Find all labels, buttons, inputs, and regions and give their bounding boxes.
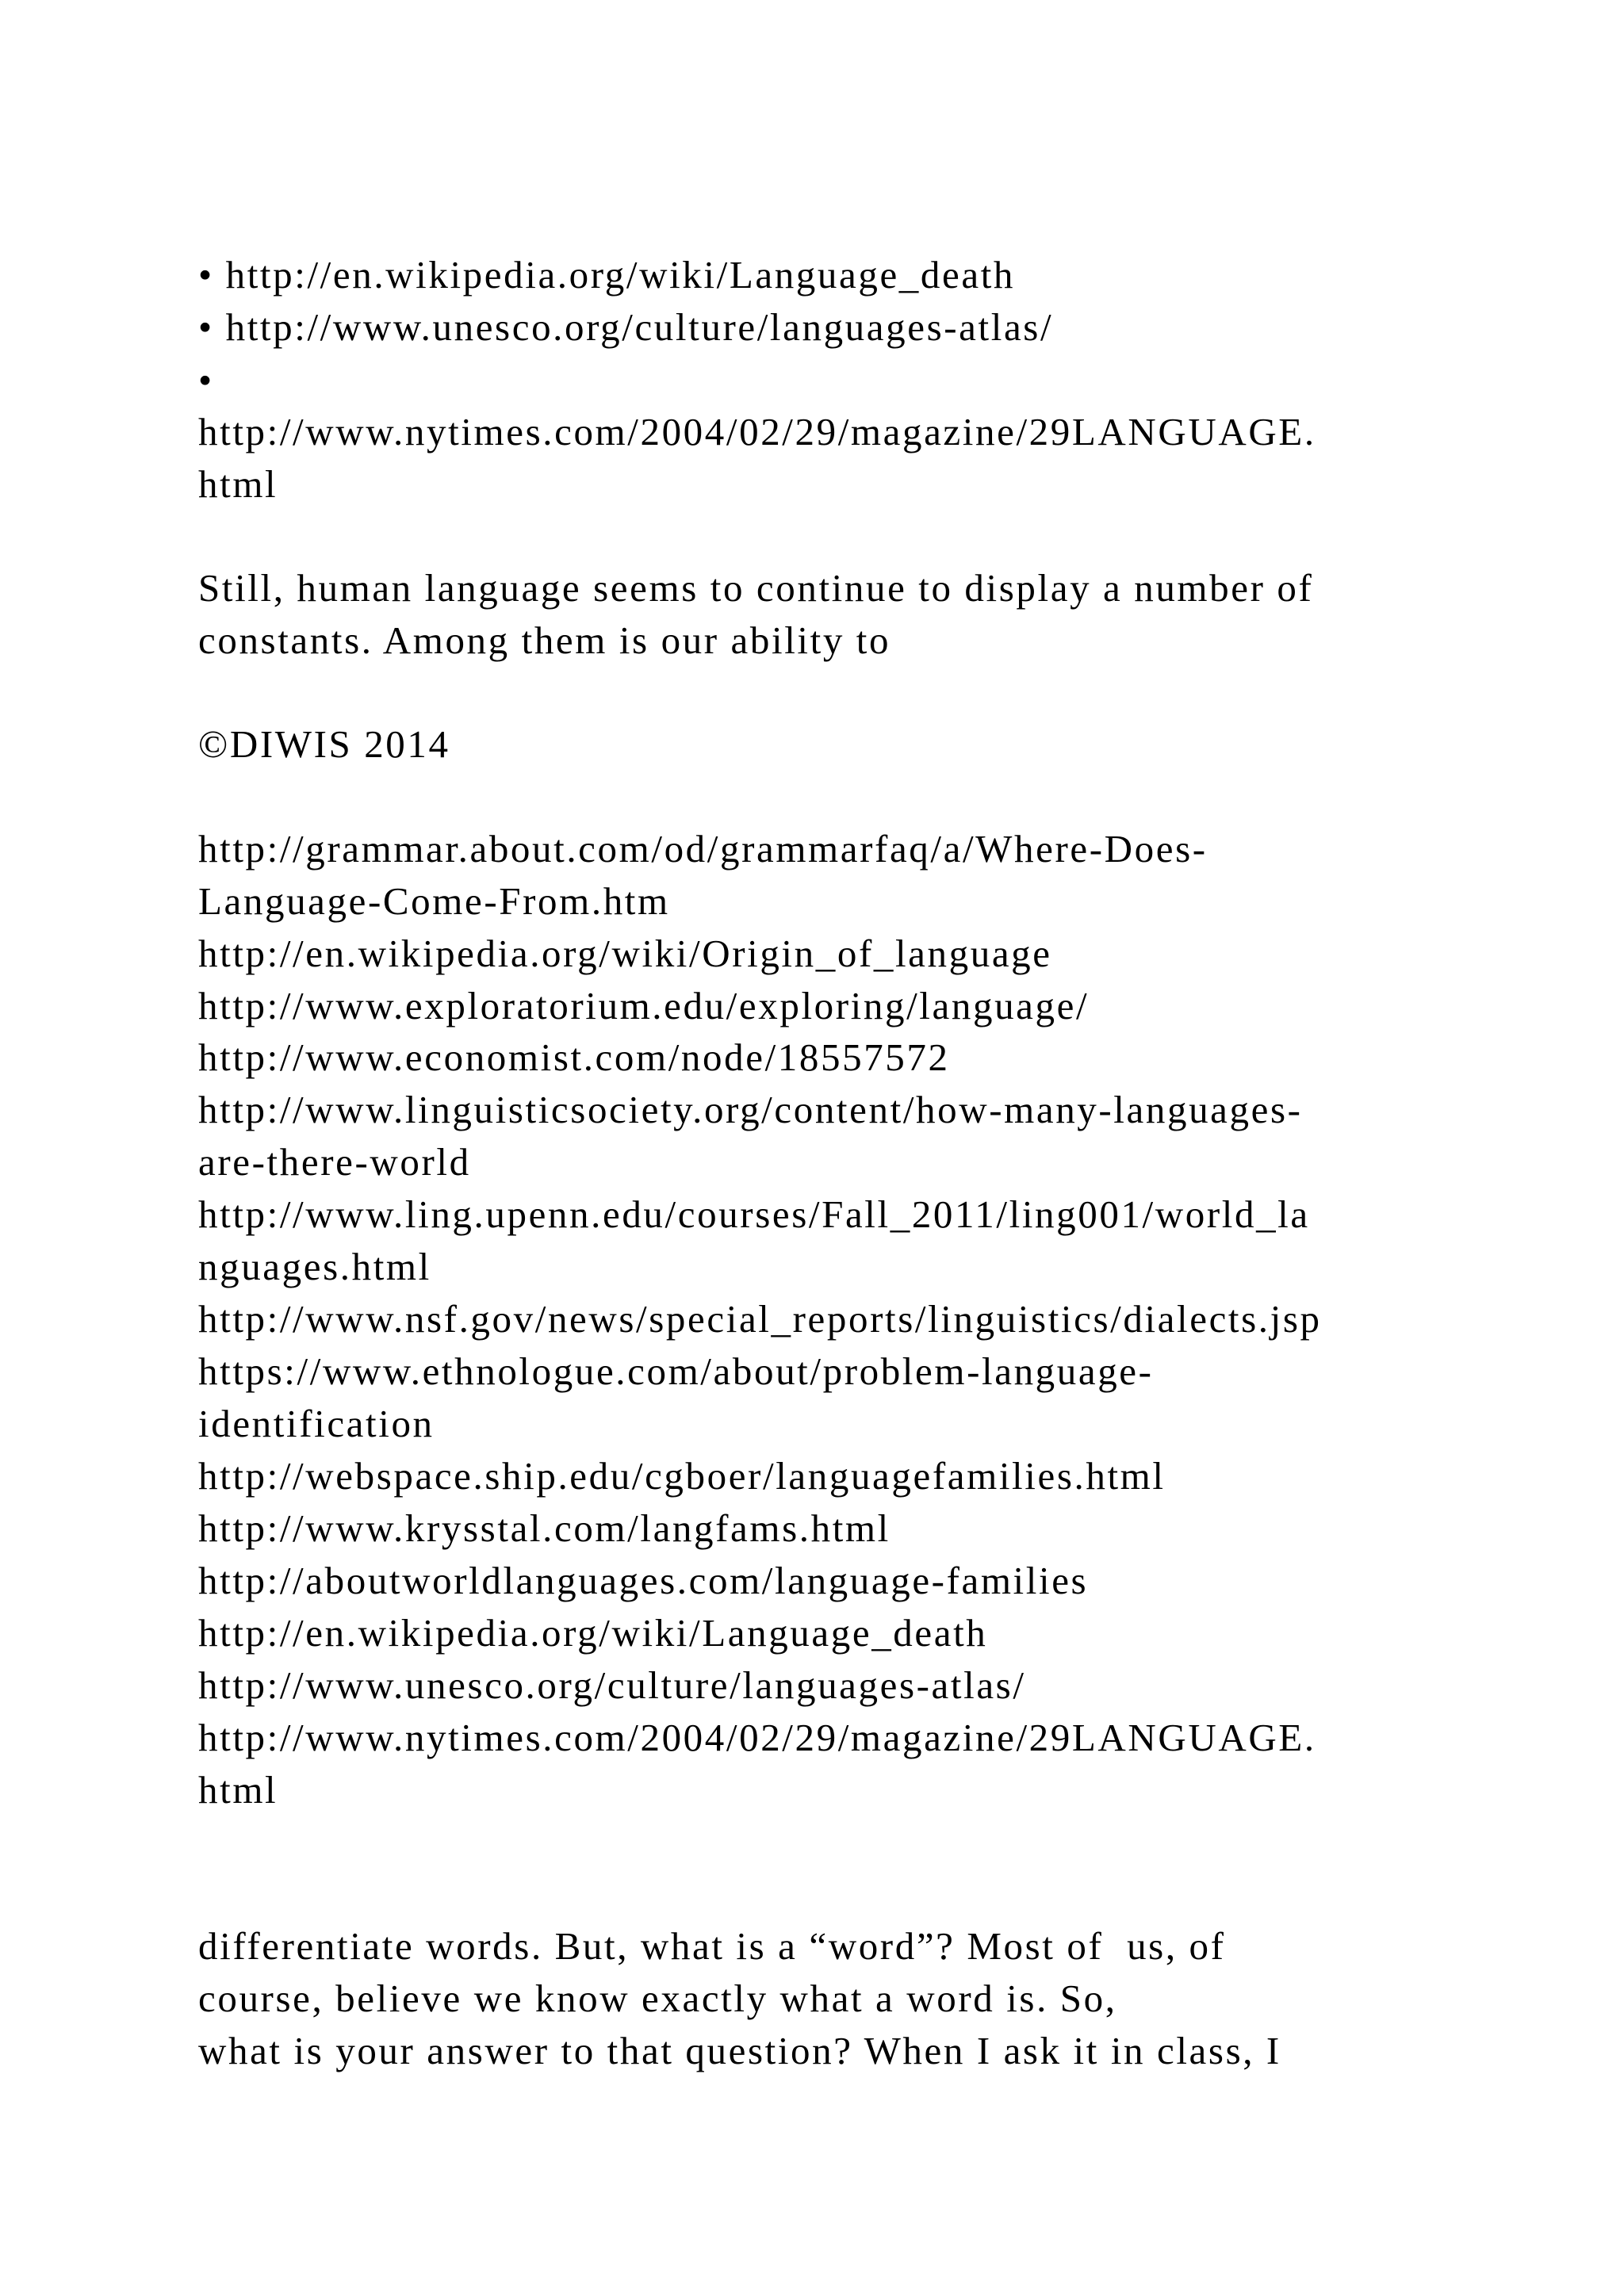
reference-link: http://en.wikipedia.org/wiki/Origin_of_language (198, 932, 1052, 975)
reference-link: http://en.wikipedia.org/wiki/Language_death (198, 1611, 988, 1655)
reference-link: http://www.ling.upenn.edu/courses/Fall_2011/ling001/world_la (198, 1192, 1310, 1236)
reference-link: http://www.exploratorium.edu/exploring/language/ (198, 984, 1090, 1027)
reference-link: http://grammar.about.com/od/grammarfaq/a/Where-Does- (198, 827, 1208, 871)
reference-link: http://www.nsf.gov/news/special_reports/linguistics/dialects.jsp (198, 1297, 1322, 1341)
paragraph-2-line-1: differentiate words. But, what is a “word”? Most of us, of (198, 1924, 1226, 1968)
bullet-marker: • (198, 358, 214, 402)
bullet-link-3: http://www.nytimes.com/2004/02/29/magazine/29LANGUAGE. (198, 410, 1316, 453)
paragraph-1-line-1: Still, human language seems to continue to display a number of (198, 566, 1314, 610)
reference-link: are-there-world (198, 1140, 471, 1184)
reference-link: http://www.linguisticsociety.org/content/how-many-languages- (198, 1088, 1303, 1131)
paragraph-2-line-3: what is your answer to that question? When I ask it in class, I (198, 2029, 1281, 2072)
paragraph-1-line-2: constants. Among them is our ability to (198, 618, 891, 662)
reference-link: http://www.nytimes.com/2004/02/29/magazine/29LANGUAGE. (198, 1716, 1316, 1759)
bullet-link-2: • http://www.unesco.org/culture/languages-atlas/ (198, 305, 1054, 349)
copyright-notice: ©DIWIS 2014 (198, 722, 450, 766)
paragraph-2-line-2: course, believe we know exactly what a word is. So, (198, 1976, 1117, 2020)
bullet-link-3-continued: html (198, 462, 278, 506)
reference-link: https://www.ethnologue.com/about/problem-language- (198, 1349, 1154, 1393)
reference-link: http://webspace.ship.edu/cgboer/languagefamilies.html (198, 1454, 1166, 1498)
reference-link: nguages.html (198, 1245, 431, 1288)
bullet-link-1: • http://en.wikipedia.org/wiki/Language_death (198, 253, 1016, 297)
reference-link: http://aboutworldlanguages.com/language-families (198, 1559, 1089, 1602)
reference-link: Language-Come-From.htm (198, 879, 670, 923)
reference-link: http://www.krysstal.com/langfams.html (198, 1506, 891, 1550)
reference-link: identification (198, 1402, 435, 1445)
reference-link: http://www.unesco.org/culture/languages-atlas/ (198, 1663, 1026, 1707)
reference-link: http://www.economist.com/node/18557572 (198, 1035, 950, 1079)
reference-link: html (198, 1768, 278, 1812)
